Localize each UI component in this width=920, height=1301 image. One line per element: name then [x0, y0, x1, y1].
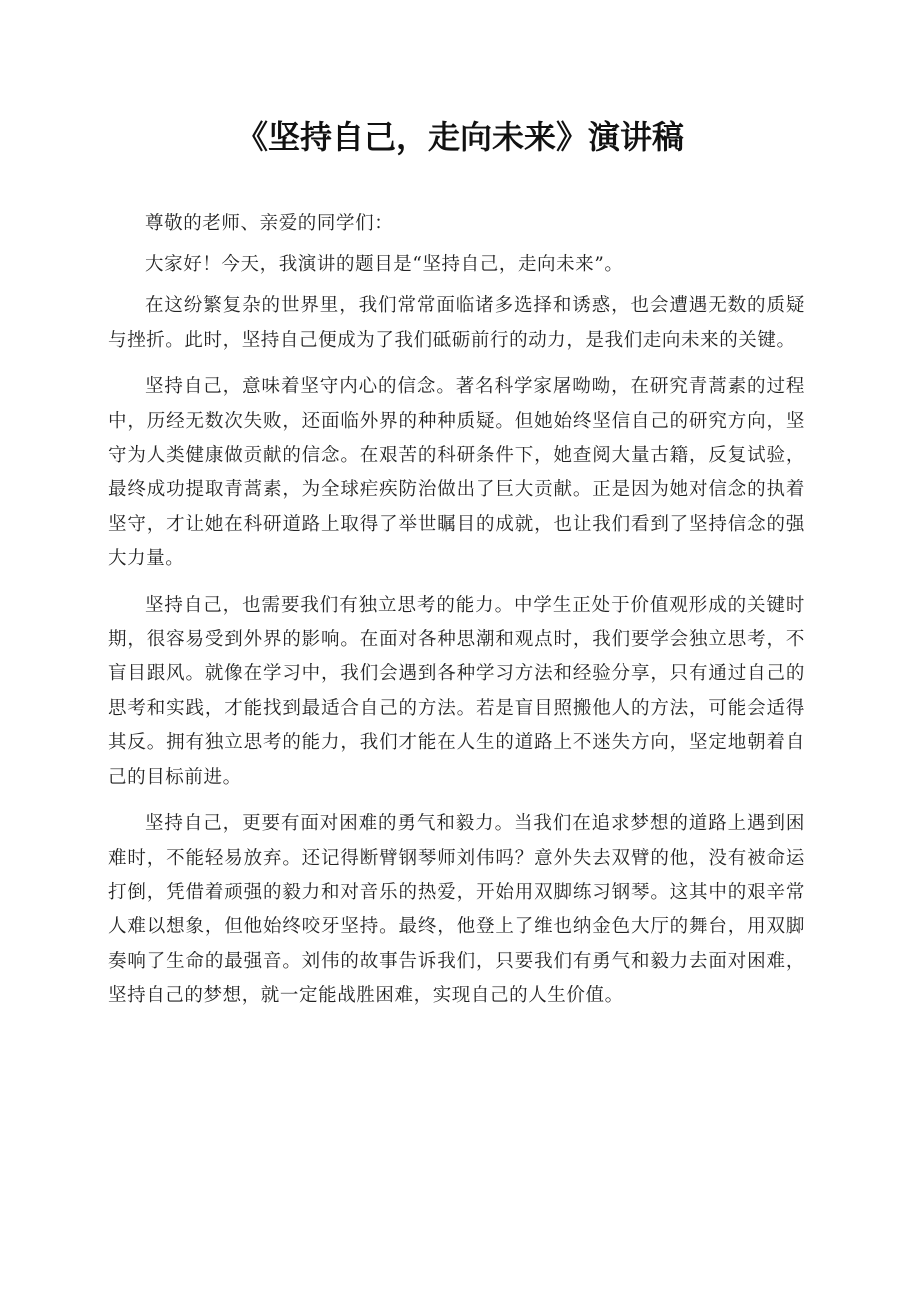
body-paragraph: 在这纷繁复杂的世界里，我们常常面临诸多选择和诱惑，也会遭遇无数的质疑与挫折。此时，坚持自己便成为了我们砥砺前行的动力，是我们走向未来的关键。 [108, 295, 805, 351]
greeting-paragraph: 尊敬的老师、亲爱的同学们： [145, 213, 394, 234]
opening-paragraph: 大家好！今天，我演讲的题目是“坚持自己，走向未来”。 [145, 254, 624, 275]
body-paragraph: 坚持自己，也需要我们有独立思考的能力。中学生正处于价值观形成的关键时期，很容易受到外界的影响。在面对各种思潮和观点时，我们要学会独立思考，不盲目跟风。就像在学习中，我们会遇到各种学习方法和经验分享，只有通过自己的思考和实践，才能找到最适合自己的方法。若是盲目照搬他人的方法，可能会适得其反。拥有独立思考的能力，我们才能在人生的道路上不迷失方向，坚定地朝着自己的目标前进。 [108, 594, 805, 788]
document-title: 《坚持自己，走向未来》演讲稿 [235, 118, 684, 156]
body-paragraph: 坚持自己，意味着坚守内心的信念。著名科学家屠呦呦，在研究青蒿素的过程中，历经无数次失败，还面临外界的种种质疑。但她始终坚信自己的研究方向，坚守为人类健康做贡献的信念。在艰苦的科研条件下，她查阅大量古籍，反复试验，最终成功提取青蒿素，为全球疟疾防治做出了巨大贡献。正是因为她对信念的执着坚守，才让她在科研道路上取得了举世瞩目的成就，也让我们看到了坚持信念的强大力量。 [108, 376, 805, 570]
body-paragraph: 坚持自己，更要有面对困难的勇气和毅力。当我们在追求梦想的道路上遇到困难时，不能轻易放弃。还记得断臂钢琴师刘伟吗？意外失去双臂的他，没有被命运打倒，凭借着顽强的毅力和对音乐的热爱，开始用双脚练习钢琴。这其中的艰辛常人难以想象，但他始终咬牙坚持。最终，他登上了维也纳金色大厅的舞台，用双脚奏响了生命的最强音。刘伟的故事告诉我们，只要我们有勇气和毅力去面对困难，坚持自己的梦想，就一定能战胜困难，实现自己的人生价值。 [108, 813, 805, 1007]
document-body [108, 207, 805, 1014]
